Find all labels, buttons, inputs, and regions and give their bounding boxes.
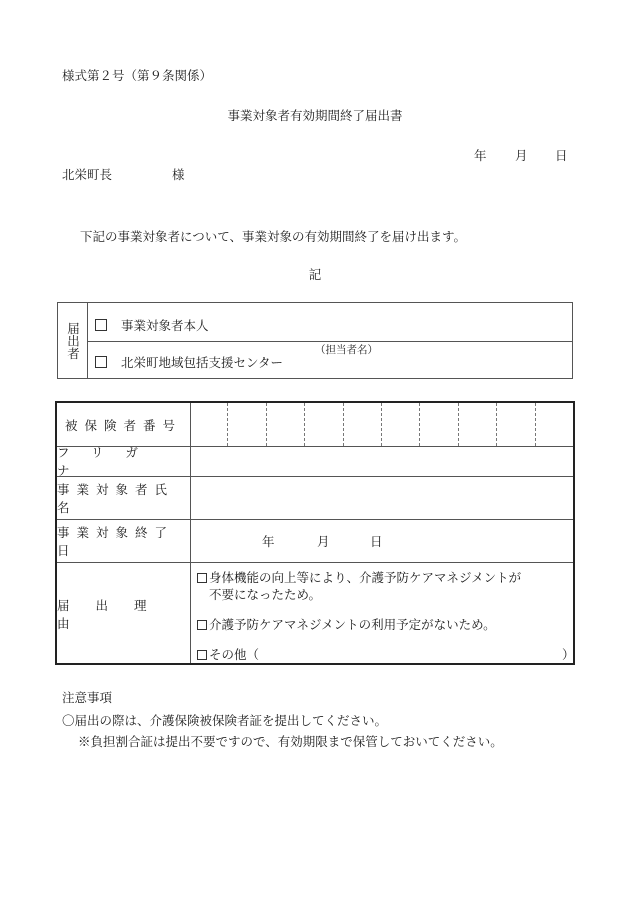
insured-number-label: 被保険者番号 [64,417,182,433]
checkbox-icon[interactable] [197,573,207,583]
main-form-table [55,401,575,665]
note-2: ※負担割合証は提出不要ですので、有効期限まで保管しておいてください。 [78,734,503,749]
digit-cell[interactable] [535,403,573,446]
end-date-day: 日 [370,533,383,549]
notes-title: 注意事項 [62,690,113,705]
reason-option-2[interactable] [197,615,496,633]
applicant-option-self-label: 事業対象者本人 [121,318,209,333]
applicant-side-label: 届出者 [65,322,81,360]
person-in-charge-label: （担当者名） [315,344,378,356]
recipient: 北栄町長 [62,167,113,182]
statement-text: 下記の事業対象者について、事業対象の有効期間終了を届け出ます。 [80,229,467,244]
checkbox-icon[interactable] [197,620,207,630]
document-title: 事業対象者有効期間終了届出書 [227,108,403,123]
digit-cell[interactable] [458,403,496,446]
digit-cell[interactable] [381,403,419,446]
reason-option-1[interactable] [197,568,521,586]
checkbox-icon[interactable] [197,650,207,660]
reason-option-3[interactable] [197,645,259,663]
end-date-label: 事業対象終了日 [57,524,175,558]
reason-3-text: その他（ [209,647,260,662]
name-label: 事業対象者氏名 [57,481,175,515]
applicant-option-self[interactable] [95,316,209,334]
date-month-label: 月 [515,148,528,163]
date-year-label: 年 [474,148,487,163]
digit-cell[interactable] [343,403,381,446]
form-number: 様式第２号（第９条関係） [62,68,213,83]
digit-cell[interactable] [496,403,534,446]
reason-label: 届出理由 [57,597,173,631]
end-date-month: 月 [317,533,330,549]
insured-number-cells[interactable] [190,403,573,446]
date-day-label: 日 [555,148,568,163]
digit-cell[interactable] [190,403,227,446]
reason-1-continued: 不要になったため。 [209,587,322,602]
checkbox-icon[interactable] [95,356,107,368]
digit-cell[interactable] [419,403,457,446]
reason-3-close-paren: ） [562,647,575,662]
digit-cell[interactable] [304,403,342,446]
applicant-option-center-label: 北栄町地域包括支援センター [121,355,284,370]
digit-cell[interactable] [227,403,265,446]
checkbox-icon[interactable] [95,319,107,331]
applicant-option-center[interactable] [95,353,283,371]
applicant-side-cell [58,303,88,378]
end-date-year: 年 [262,533,275,549]
ki-heading: 記 [308,267,322,282]
furigana-label: フリガナ [57,445,160,478]
note-1: 〇届出の際は、介護保険被保険者証を提出してください。 [62,713,388,728]
reason-1-text: 身体機能の向上等により、介護予防ケアマネジメントが [209,570,522,585]
reason-2-text: 介護予防ケアマネジメントの利用予定がないため。 [209,617,496,632]
honorific: 様 [172,167,185,182]
digit-cell[interactable] [266,403,304,446]
